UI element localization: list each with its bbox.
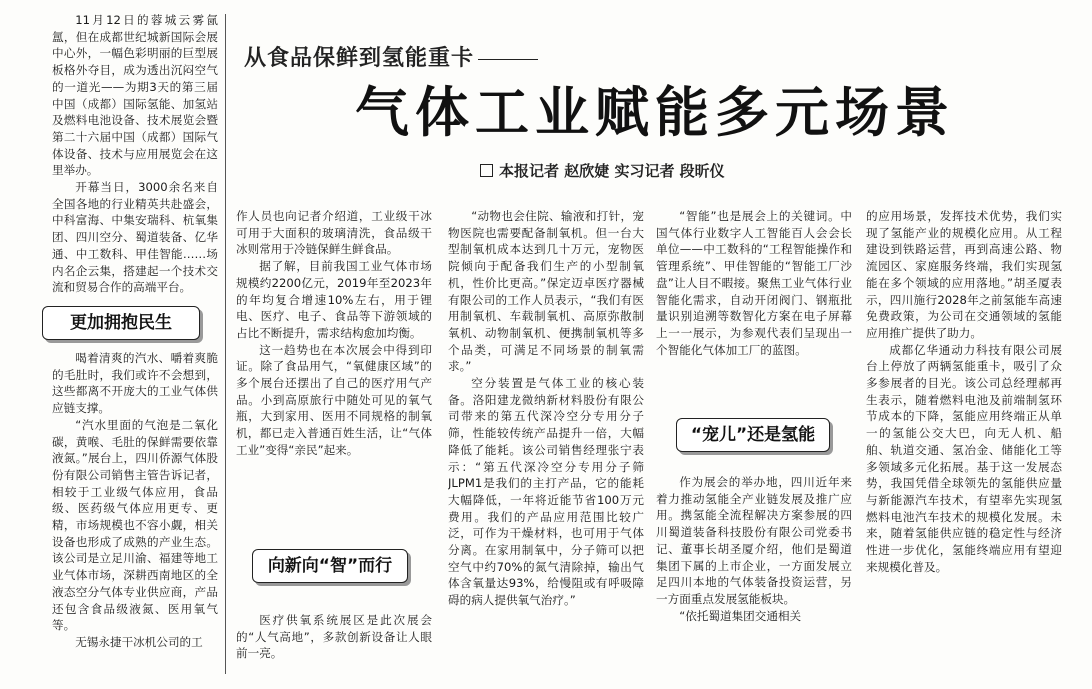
column-4	[656, 208, 852, 394]
subhead-1	[42, 306, 200, 340]
subhead-3	[676, 418, 830, 452]
column-rule	[225, 14, 226, 674]
headline: 气体工业赋能多元场景	[355, 81, 955, 144]
subhead-text: 向新向“智”而行	[267, 556, 393, 576]
paragraph: 的应用场景，发挥技术优势，我们实现了氢能产业的规模化应用。从工程建设到铁路运营，再到高速公路、物流园区、家庭服务终端，我们实现氢能在多个领域的应用落地。”胡圣厦表示，四川施行2028年之前氢能车高速免费政策，为公司在交通领域的氢能应用推广提供了助力。	[866, 209, 1062, 340]
column-5	[866, 208, 1062, 676]
paragraph: 作人员也向记者介绍道，工业级干冰可用于大面积的玻璃清洗，食品级干冰则常用于冷链保鲜生鲜食品。	[236, 209, 432, 257]
paragraph: “智能”也是展会上的关键词。中国气体行业数字人工智能百人会会长单位——中工数科的“工程智能操作和管理系统”、甲佳智能的“智能工厂沙盘”让人目不暇接。聚焦工业气体行业智能化需求，自动开闭阀门、钢瓶批量识别追溯等数智化方案在电子屏幕上一一展示，为参观代表们呈现出一个智能化气体加工厂的蓝图。	[656, 209, 852, 357]
paragraph: 空分装置是气体工业的核心装备。洛阳建龙微纳新材料股份有限公司带来的第五代深冷空分专用分子筛，性能较传统产品提升一倍，大幅降低了能耗。该公司销售经理张宁表示：“第五代深冷空分专用分子筛JLPM1是我们的主打产品，它的能耗大幅降低，一年将近能节省100万元费用。我们的产品应用范围比较广泛，可作为干燥材料，也可用于气体分离。在家用制氧中，分子筛可以把空气中约70%的氮气清除掉，输出气体含氧量达93%，给慢阻或有呼吸障碍的病人提供氧气治疗。”	[448, 376, 644, 608]
column-4-lower	[656, 474, 852, 676]
paragraph: “依托蜀道集团交通相关	[679, 608, 802, 623]
byline	[480, 160, 840, 182]
column-1-lower	[52, 350, 218, 676]
kicker-dash	[478, 59, 538, 60]
column-3	[448, 208, 644, 676]
kicker-text: 从食品保鲜到氢能重卡	[244, 46, 475, 71]
paragraph: 这一趋势也在本次展会中得到印证。除了食品用气，“氧健康区域”的多个展台还摆出了自己的医疗用气产品。小到高原旅行中随处可见的氧气瓶，大到家用、医用不同规格的制氧机，都已走入普通百姓生活，让“气体工业”变得“亲民”起来。	[236, 342, 432, 457]
paragraph: 医疗供氧系统展区是此次展会的“人气高地”，多款创新设备让人眼前一亮。	[236, 613, 432, 661]
paragraph: 开幕当日，3000余名来自全国各地的行业精英共赴盛会，中科富海、中集安瑞科、杭氧集团、四川空分、蜀道装备、亿华通、中工数科、甲佳智能……场内名企云集，搭建起一个技术交流和贸易合作的高端平台。	[52, 180, 218, 295]
paragraph: “动物也会住院、输液和打针，宠物医院也需要配备制氧机。但一台大型制氧机成本达到几十万元，宠物医院倾向于配备我们生产的小型制氧机，性价比更高。”保定迈卓医疗器械有限公司的工作人员表示，“我们有医用制氧机、车载制氧机、高原弥散制氧机、动物制氧机、便携制氧机等多个品类，可满足不同场景的制氧需求。”	[448, 209, 644, 374]
paragraph: 11月12日的蓉城云雾氤氲，但在成都世纪城新国际会展中心外，一幅色彩明丽的巨型展板格外夺目，成为透出沉闷空气的一道光——为期3天的第三届中国（成都）国际氢能、加氢站及燃料电池设备、技术展览会暨第二十六届中国（成都）国际气体设备、技术与应用展览会在这里举办。	[52, 13, 218, 178]
paragraph: “汽水里面的气泡是二氧化碳，黄喉、毛肚的保鲜需要依靠液氮。”展台上，四川侨源气体股份有限公司销售主管告诉记者，相较于工业级气体应用，食品级、医药级气体应用更专、更精，市场规模也不容小觑，相关设备也形成了成熟的产业生态。该公司是立足川渝、福建等地工业气体市场，深耕西南地区的全液态空分气体专业供应商，产品还包含食品级液氮、医用氧气等。	[52, 417, 218, 633]
paragraph: 成都亿华通动力科技有限公司展台上停放了两辆氢能重卡，吸引了众多参展者的目光。该公司总经理郝再生表示，随着燃料电池及前端制氢环节成本的下降，氢能应用终端正从单一的氢能公交大巴，向无人机、船舶、轨道交通、氢冶金、储能化工等多领域多元化拓展。基于这一发展态势，我国凭借全球领先的氢能供应量与新能源汽车技术，有望率先实现氢燃料电池汽车技术的规模化发展。未来，随着氢能供应链的稳定性与经济性进一步优化，氢能终端应用有望迎来规模化普及。	[866, 342, 1062, 574]
subhead-text: 更加拥抱民生	[70, 313, 172, 333]
paragraph: 喝着清爽的汽水、嚼着爽脆的毛肚时，我们或许不会想到，这些都离不开庞大的工业气体供应链支撑。	[52, 351, 218, 416]
column-1	[52, 12, 218, 300]
column-2-lower	[236, 612, 432, 676]
paragraph: 作为展会的举办地，四川近年来着力推动氢能全产业链发展及推广应用。携氢能全流程解决方案参展的四川蜀道装备科技股份有限公司党委书记、董事长胡圣厦介绍，他们是蜀道集团下属的上市企业，一方面发展立足四川本地的气体装备投资运营，另一方面重点发展氢能板块。	[656, 475, 852, 606]
box-icon	[480, 164, 493, 177]
subhead-text: “宠儿”还是氢能	[690, 425, 816, 445]
paragraph: 据了解，目前我国工业气体市场规模约2200亿元，2019年至2023年的年均复合增速10%左右，用于锂电、医疗、电子、食品等下游领域的占比不断提升，需求结构愈加均衡。	[236, 259, 432, 340]
column-2	[236, 208, 432, 534]
paragraph: 无锡永捷干冰机公司的工	[75, 634, 203, 649]
kicker-title	[244, 44, 764, 74]
byline-text: 本报记者 赵欣婕 实习记者 段昕仪	[499, 162, 725, 180]
subhead-2	[252, 549, 408, 583]
